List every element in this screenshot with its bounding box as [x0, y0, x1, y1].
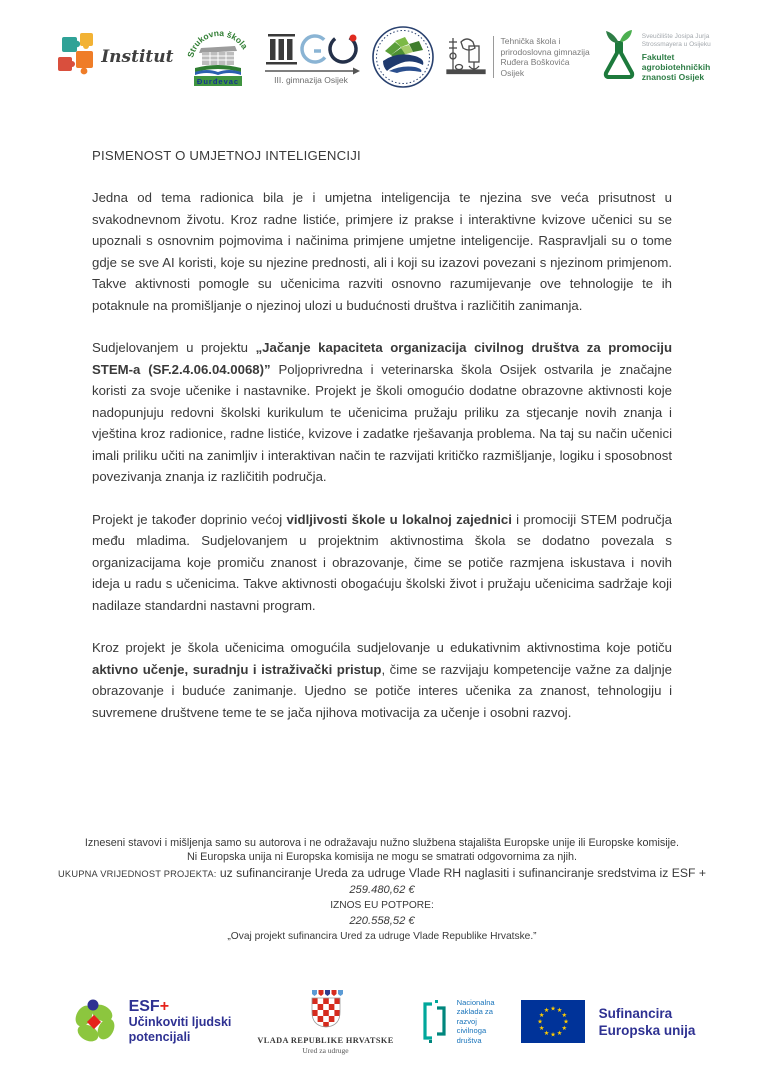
paragraph-3-bold: vidljivosti škole u lokalnoj zajednici: [286, 511, 512, 527]
esf-plus: +: [159, 998, 170, 1015]
disclaimer-line-2: Ni Europska unija ni Europska komisija ne mogu se smatrati odgovornima za njih.: [186, 851, 578, 863]
project-value-label: UKUPNA VRIJEDNOST PROJEKTA:: [58, 869, 217, 879]
strukovna-skola-icon: [183, 24, 253, 90]
project-value-line: [40, 865, 724, 882]
fazos-logo: [600, 29, 711, 85]
tehnicka-skola-logo: [445, 32, 589, 82]
fazos-university-line2: Strossmayera u Osijeku: [641, 40, 711, 48]
header-logo-strip: [0, 24, 764, 90]
esf-subtitle-line2: potencijali: [128, 1030, 191, 1044]
paragraph-2-pre: Sudjelovanjem u projektu: [92, 340, 256, 355]
disclaimer-line-1: Izneseni stavovi i mišljenja samo su autorova i ne odražavaju nužno službena stajališta Europske unije ili Europske komisije.: [84, 837, 680, 849]
eu-support-amount: 220.558,52 €: [349, 915, 415, 927]
svg-text:★: ★: [538, 1012, 545, 1019]
fazos-name: [642, 33, 711, 82]
tehnicka-skola-icon: [445, 32, 487, 82]
closing-statement: „Ovaj projekt sufinancira Ured za udruge Vlade Republike Hrvatske.”: [227, 931, 537, 942]
project-value-text: uz sufinanciranje Ureda za udruge Vlade RH naglasiti i sufinanciranje sredstvima iz ESF +: [219, 866, 706, 880]
school-circular-emblem-icon: [371, 25, 435, 89]
gimnazija-osijek-logo: [263, 26, 361, 88]
eu-cofunding-label: [599, 1005, 696, 1039]
zaklada-line5: društva: [456, 1035, 482, 1045]
zaklada-line3: razvoj: [456, 1016, 477, 1026]
svg-text:★: ★: [561, 1025, 567, 1032]
svg-text:★: ★: [549, 1005, 556, 1013]
nacionalna-zaklada-logo: [420, 998, 495, 1046]
footer-disclaimer: [40, 836, 724, 945]
paragraph-3-post: i promociji STEM područja među mladima. Sudjelovanjem u projektnim aktivnostima škola se dodatno povezala s organizacijama koje promiču znanost i obrazovanje, čime se potiče razmjena iskustava i novih ideja u radu s učenicima. Takve aktivnosti obogaćuju školski život i pružaju učenicima sadržaje koji nadilaze standardni nastavni program.: [92, 511, 672, 613]
fazos-faculty-line2: agrobiotehničkih: [641, 61, 711, 72]
svg-text:★: ★: [549, 1031, 556, 1039]
paragraph-2: [92, 337, 672, 488]
eu-label-line2: Europska unija: [598, 1022, 696, 1038]
eu-cofunding-logo: [521, 1000, 696, 1043]
footer-logo-strip: [0, 988, 764, 1055]
paragraph-2-bold: „Jačanje kapaciteta organizacija civilnog društva za promociju STEM-a (SF.2.4.06.04.0068)”: [92, 340, 672, 377]
esf-logo: [69, 996, 232, 1048]
zaklada-name: [457, 998, 495, 1046]
document-body: [92, 148, 672, 744]
svg-text:★: ★: [562, 1018, 569, 1026]
strukovna-skola-logo: [183, 24, 253, 90]
svg-text:★: ★: [543, 1007, 549, 1015]
svg-text:★: ★: [538, 1025, 545, 1032]
paragraph-3-pre: Projekt je također doprinio većoj: [92, 511, 287, 527]
paragraph-4-post: , čime se razvijaju kompetencije važne za daljnje obrazovanje i buduće zanimanje. Ujedno se potiče interes učenika za znanost, tehnologiju i suvremene društvene teme te se jača njihova motivacija za učenje i osobni razvoj.: [92, 661, 672, 720]
tehnicka-skola-name: [493, 36, 589, 78]
tehnicka-line1: Tehnička škola i: [500, 36, 561, 46]
zaklada-line1: Nacionalna: [456, 997, 495, 1007]
paragraph-2-post: Poljoprivredna i veterinarska škola Osijek ostvarila je značajne koristi za svoje učenike i nastavnike. Projekt je školi omogućio dodatne obrazovne aktivnosti koje nadopunjuju redovni školski kurikulum te učenicima pružaju priliku za stjecanje novih znanja i vještina kroz radionice, radne listiće, kvizove i zadatke rješavanja problema. Na taj su način učenici imali priliku učiti na zanimljiv i interaktivan način te razvijati kritičko razmišljanje, logiku i sposobnost povezivanja znanja iz različitih područja.: [92, 361, 672, 484]
esf-flower-icon: [69, 996, 121, 1048]
paragraph-1-text: Jedna od tema radionica bila je i umjetna inteligencija te njezina sve veća prisutnost u svakodnevnom životu. Kroz radne listiće, primjere iz prakse i interaktivne kvizove učenici su se upoznali s osnovnim pojmovima i načinima primjene umjetne inteligencije. Raspravljali su o tome gdje se sve AI koristi, koje su njezine prednosti, ali i koji su izazovi povezani s njezinom primjenom. Takve aktivnosti pomogle su učenicima razviti osnovno razumijevanje ove tehnologije te ih potaknule na promišljanje o njezinoj ulozi u budućnosti društva i različitih zanimanja.: [92, 190, 672, 313]
poljoprivredna-veterinarska-skola-emblem: [371, 25, 435, 89]
zaklada-line4: civilnoga: [456, 1026, 487, 1036]
gimnazija-osijek-icon: [263, 26, 361, 88]
eu-label-line1: Sufinancira: [598, 1005, 673, 1021]
institut-logo: [53, 30, 173, 84]
vlada-name: VLADA REPUBLIKE HRVATSKE: [257, 1036, 394, 1045]
croatian-coat-of-arms-icon: [308, 988, 344, 1028]
tehnicka-line4: Osijek: [500, 67, 525, 78]
tehnicka-line2: prirodoslovna gimnazija: [500, 46, 590, 57]
zaklada-line2: zaklada za: [456, 1007, 493, 1017]
eu-support-label: IZNOS EU POTPORE:: [330, 900, 434, 911]
strukovna-town-label: Đurđevac: [197, 77, 240, 86]
fazos-flask-icon: [600, 29, 638, 85]
zaklada-brackets-icon: [420, 998, 448, 1046]
svg-text:★: ★: [561, 1012, 567, 1019]
gimnazija-caption: III. gimnazija Osijek: [274, 75, 349, 85]
institut-label: Institut: [101, 47, 174, 67]
paragraph-1: [92, 187, 672, 316]
svg-text:★: ★: [543, 1029, 549, 1037]
strukovna-arc-text: Strukovna škola: [185, 27, 251, 59]
paragraph-4-pre: Kroz projekt je škola učenicima omogućila sudjelovanje u edukativnim aktivnostima koje potiču: [92, 640, 672, 655]
vlada-rh-logo: [257, 988, 393, 1055]
fazos-faculty-line3: znanosti Osijek: [641, 71, 705, 82]
paragraph-4: [92, 637, 672, 723]
esf-title: ESF: [128, 998, 160, 1015]
fazos-faculty-line1: Fakultet: [641, 51, 675, 62]
svg-text:★: ★: [556, 1029, 562, 1037]
esf-subtitle-line1: Učinkoviti ljudski: [128, 1015, 232, 1029]
paragraph-4-bold: aktivno učenje, suradnju i istraživački pristup: [92, 661, 382, 677]
paragraph-3: [92, 509, 672, 617]
esf-label-block: [129, 998, 232, 1045]
page-title: PISMENOST O UMJETNOJ INTELIGENCIJI: [92, 148, 361, 163]
svg-text:★: ★: [536, 1018, 543, 1026]
project-value-amount: 259.480,62 €: [349, 884, 415, 896]
vlada-office: Ured za udruge: [302, 1046, 349, 1055]
svg-text:★: ★: [556, 1007, 562, 1015]
institut-puzzle-icon: [53, 30, 103, 84]
tehnicka-line3: Ruđera Boškovića: [500, 57, 570, 67]
fazos-university-line1: Sveučilište Josipa Jurja: [641, 32, 710, 40]
eu-flag-icon: [521, 1000, 585, 1043]
